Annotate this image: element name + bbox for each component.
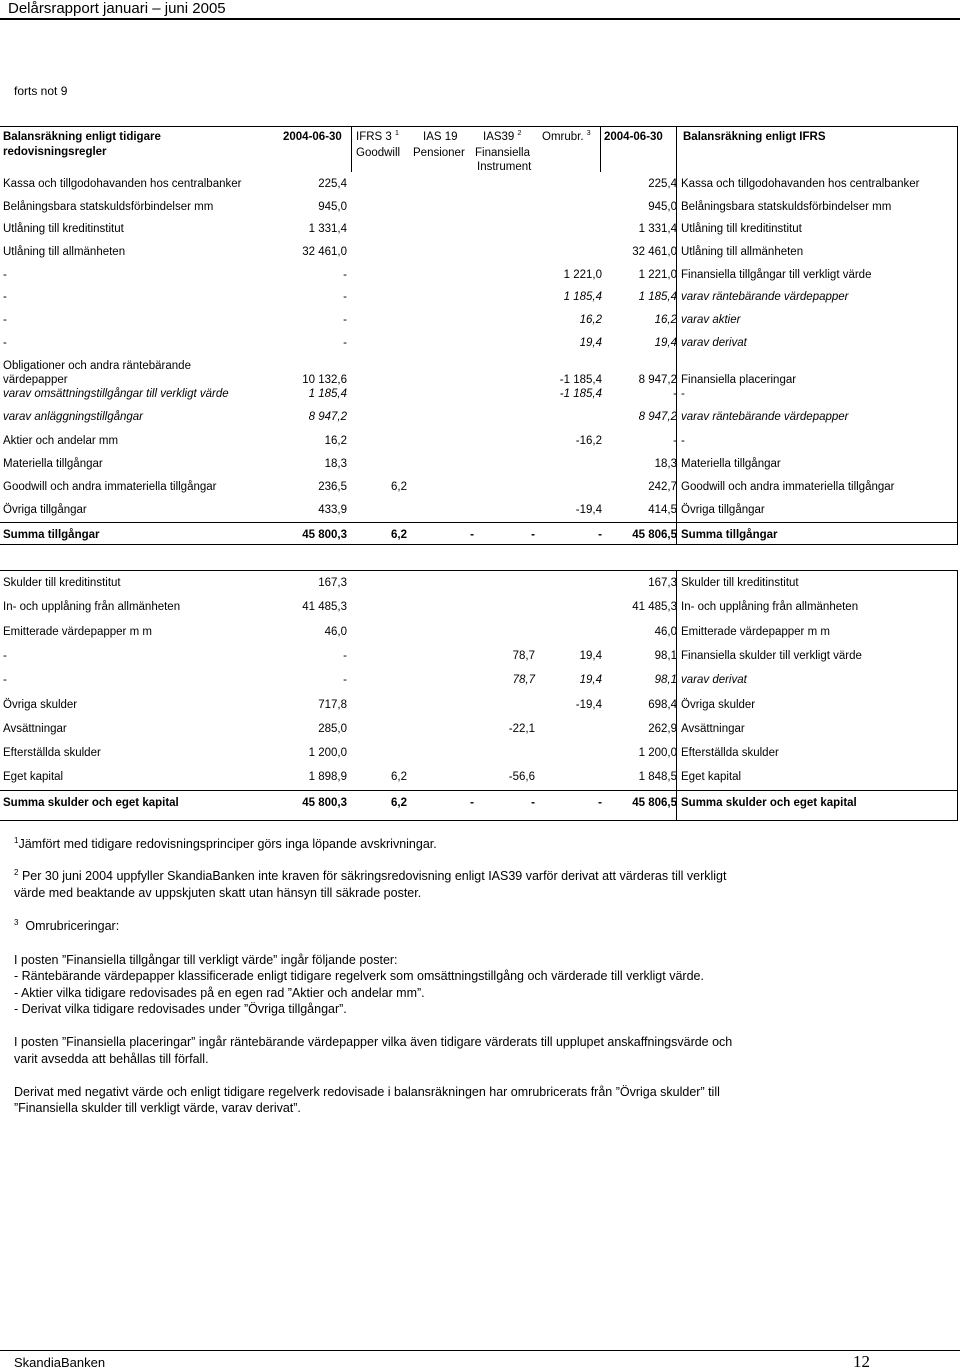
table-row: - - 1 185,4 1 185,4 varav räntebärande värdepapper [3, 291, 849, 303]
table-row: - - 1 221,0 1 221,0 Finansiella tillgångar till verkligt värde [3, 269, 872, 281]
total-assets-row: Summa tillgångar 45 800,3 6,2 - - - 45 806,5 Summa tillgångar [3, 529, 778, 541]
note-paragraph: ”Finansiella skulder till verkligt värde, varav derivat”. [14, 1101, 301, 1115]
note-paragraph: - Aktier vilka tidigare redovisades på en egen rad ”Aktier och andelar mm”. [14, 986, 425, 1000]
ifrs3-subheader: Goodwill [356, 147, 401, 159]
ias39-header: IAS39 $^2$ [483, 130, 522, 143]
table-row: Emitterade värdepapper m m 46,0 46,0 Emitterade värdepapper m m [3, 626, 830, 638]
table-row: Utlåning till kreditinstitut 1 331,4 1 331,4 Utlåning till kreditinstitut [3, 223, 802, 235]
table-row: Övriga skulder 717,8 -19,4 698,4 Övriga skulder [3, 699, 756, 711]
ias19-subheader: Pensioner [413, 147, 465, 159]
ias19-header: IAS 19 [423, 131, 458, 143]
footnote-1: $^1$Jämfört med tidigare redovisningsprinciper görs inga löpande avskrivningar. [14, 835, 437, 851]
table-row: Obligationer och andra räntebärande värdepapper 10 132,6 -1 185,4 8 947,2 Finansiella placeringar [3, 360, 797, 386]
footnote-3: $^3$ Omrubriceringar: [14, 917, 120, 933]
total-rule [0, 522, 958, 523]
col-divider [600, 126, 601, 172]
table-row: Materiella tillgångar 18,3 18,3 Materiella tillgångar [3, 458, 781, 470]
table-row: Övriga tillgångar 433,9 -19,4 414,5 Övriga tillgångar [3, 504, 765, 516]
table-row: varav anläggningstillgångar 8 947,2 8 947,2 varav räntebärande värdepapper [3, 411, 849, 423]
table-row: - - 78,7 19,4 98,1 varav derivat [3, 674, 747, 686]
note-paragraph: - Räntebärande värdepapper klassificerade enligt tidigare regelverk som omsättningstillgång och värderade till verkligt värde. [14, 969, 704, 983]
table-row: In- och upplåning från allmänheten 41 485,3 41 485,3 In- och upplåning från allmänheten [3, 601, 859, 613]
ifrs3-header: IFRS 3 $^1$ [356, 130, 399, 143]
note-paragraph: - Derivat vilka tidigare redovisades under ”Övriga tillgångar”. [14, 1002, 347, 1016]
table-row: - - 78,7 19,4 98,1 Finansiella skulder till verkligt värde [3, 650, 862, 662]
table-row: Kassa och tillgodohavanden hos centralbanker 225,4 225,4 Kassa och tillgodohavanden hos centralbanker [3, 178, 920, 190]
date-before-header: 2004-06-30 [283, 131, 342, 143]
omrubr-header: Omrubr. $^3$ [542, 130, 591, 143]
table-row: Belåningsbara statskuldsförbindelser mm 945,0 945,0 Belåningsbara statskuldsförbindelser mm [3, 201, 892, 213]
table-row: Efterställda skulder 1 200,0 1 200,0 Efterställda skulder [3, 747, 779, 759]
table-top-rule [0, 126, 958, 127]
table-row: Eget kapital 1 898,9 6,2 -56,6 1 848,5 Eget kapital [3, 771, 742, 783]
table-bottom-rule [0, 820, 958, 821]
continuation-label: forts not 9 [14, 84, 68, 98]
footnote-2: $^2$ Per 30 juni 2004 uppfyller SkandiaBanken inte kraven för säkringsredovisning enligt IAS39 varför derivat att värderas till verkligt [14, 867, 727, 883]
right-title: Balansräkning enligt IFRS [683, 131, 826, 143]
table-row: Aktier och andelar mm 16,2 -16,2 - - [3, 435, 685, 447]
table-row: Utlåning till allmänheten 32 461,0 32 461,0 Utlåning till allmänheten [3, 246, 804, 258]
footer-rule [0, 1350, 960, 1351]
ias39-subheader-2: Instrument [477, 161, 532, 173]
col-divider [351, 126, 352, 172]
total-liabilities-row: Summa skulder och eget kapital 45 800,3 6,2 - - - 45 806,5 Summa skulder och eget kapital [3, 797, 857, 809]
left-title-2: redovisningsregler [3, 146, 107, 158]
footer-company: SkandiaBanken [14, 1355, 106, 1370]
table-row: Goodwill och andra immateriella tillgångar 236,5 6,2 242,7 Goodwill och andra immateriella tillgångar [3, 481, 895, 493]
total-rule [0, 790, 958, 791]
note-paragraph: I posten ”Finansiella tillgångar till verkligt värde” ingår följande poster: [14, 953, 398, 967]
left-title-1: Balansräkning enligt tidigare [3, 131, 161, 143]
table-row: Skulder till kreditinstitut 167,3 167,3 Skulder till kreditinstitut [3, 577, 799, 589]
report-title: Delårsrapport januari – juni 2005 [8, 0, 226, 17]
ias39-subheader: Finansiella [475, 147, 530, 159]
note-paragraph: varit avsedda att behållas till förfall. [14, 1052, 209, 1066]
table-row: Avsättningar 285,0 -22,1 262,9 Avsättningar [3, 723, 745, 735]
note-paragraph: I posten ”Finansiella placeringar” ingår räntebärande värdepapper vilka även tidigare värderats till upplupet anskaffningsvärde och [14, 1035, 733, 1049]
table-row: varav omsättningstillgångar till verkligt värde 1 185,4 -1 185,4 - - [3, 388, 685, 400]
page-number: 12 [853, 1352, 870, 1371]
table-rule [0, 570, 958, 571]
note-paragraph: Derivat med negativt värde och enligt tidigare regelverk redovisade i balansräkningen har omrubricerats från ”Övriga skulder” till [14, 1085, 720, 1099]
table-rule [0, 544, 958, 545]
table-row: - - 19,4 19,4 varav derivat [3, 337, 747, 349]
date-after-header: 2004-06-30 [604, 131, 663, 143]
footnote-2-cont: värde med beaktande av uppskjuten skatt utan hänsyn till säkrade poster. [14, 886, 422, 900]
table-row: - - 16,2 16,2 varav aktier [3, 314, 741, 326]
